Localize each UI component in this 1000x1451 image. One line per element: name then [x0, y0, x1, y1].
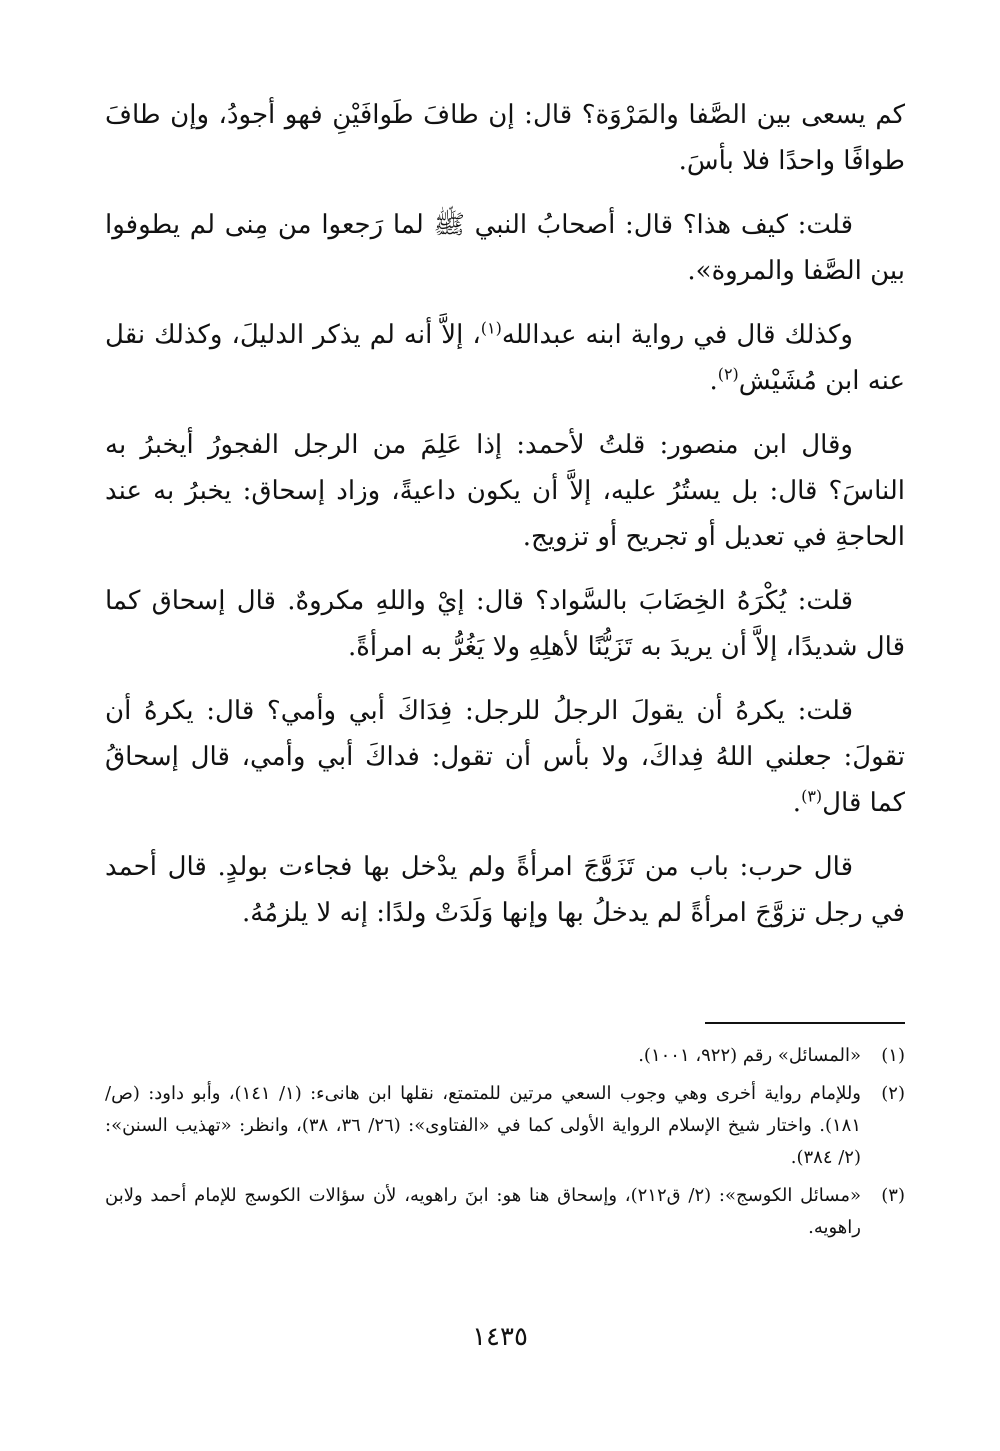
footnote-2 [105, 1078, 905, 1174]
page-number: ١٤٣٥ [472, 1322, 528, 1352]
paragraph-1: كم يسعى بين الصَّفا والمَرْوَة؟ قال: إن طافَ طَوافَيْنِ فهو أجودُ، وإن طافَ طوافًا واحدًا فلا بأسَ. [105, 100, 905, 176]
paragraph-3-text-c: . [709, 366, 718, 396]
paragraph-3-text-a: وكذلك قال في رواية ابنه عبدالله [501, 320, 853, 350]
footnote-number: (١) [881, 1045, 905, 1066]
footnote-marker-3: (٣) [801, 786, 823, 806]
footnote-number: (٢) [881, 1083, 905, 1104]
footnote-marker-1: (١) [480, 318, 502, 338]
paragraph-4: وقال ابن منصور: قلتُ لأحمد: إذا عَلِمَ من الرجل الفجورُ أيخبرُ به الناسَ؟ قال: بل يستُرُ عليه، إلاَّ أن يكون داعيةً، وزاد إسحاق: يخبرُ به عند الحاجةِ في تعديل أو تجريح أو تزويج. [105, 430, 905, 552]
paragraph-7: قال حرب: باب من تَزَوَّجَ امرأةً ولم يدْخل بها فجاءت بولدٍ. قال أحمد في رجل تزوَّجَ امرأةً لم يدخلُ بها وإنها وَلَدَتْ ولدًا: إنه لا يلزمُهُ. [105, 852, 905, 928]
footnote-text: «مسائل الكوسج»: (٢/ ق٢١٢)، وإسحاق هنا هو: ابنَ راهويه، لأن سؤالات الكوسج للإمام أحمد ولابن راهويه. [105, 1185, 861, 1238]
paragraph-3-text-b: ، إلاَّ أنه لم يذكر الدليلَ، وكذلك نقل عنه ابن مُشَيْش [105, 320, 905, 396]
main-text [105, 92, 905, 954]
footnote-text: وللإمام رواية أخرى وهي وجوب السعي مرتين للمتمتع، نقلها ابن هانىء: (١/ ١٤١)، وأبو داود: (ص/ ١٨١). واختار شيخ الإسلام الرواية الأولى كما في «الفتاوى»: (٢٦/ ٣٦، ٣٨)، وانظر: «تهذيب السنن»: (٢/ ٣٨٤). [105, 1083, 862, 1168]
footnote-text: «المسائل» رقم (٩٢٢، ١٠٠١). [638, 1045, 861, 1066]
paragraph-5: قلت: يُكْرَهُ الخِضَابَ بالسَّواد؟ قال: إيْ واللهِ مكروهٌ. قال إسحاق كما قال شديدًا، إلاَّ أن يريدَ به تَزَيُّنًا لأهلِهِ ولا يَغُرُّ به امرأةً. [105, 586, 905, 662]
paragraph-2: قلت: كيف هذا؟ قال: أصحابُ النبي ﷺ لما رَجعوا من مِنى لم يطوفوا بين الصَّفا والمروة». [105, 210, 905, 286]
paragraph-6-text-b: . [792, 788, 802, 818]
footnote-number: (٣) [881, 1185, 905, 1206]
paragraph-3 [105, 312, 905, 404]
footnote-divider [705, 1022, 905, 1024]
footnote-1 [105, 1040, 905, 1072]
footnote-marker-2: (٢) [717, 364, 739, 384]
paragraph-6 [105, 688, 905, 826]
paragraph-6-text-a: قلت: يكرهُ أن يقولَ الرجلُ للرجل: فِدَاكَ أبي وأمي؟ قال: يكرهُ أن تقولَ: جعلني اللهُ فِداكَ، ولا بأس أن تقول: فداكَ أبي وأمي، قال إسحاقُ كما قال [105, 696, 905, 818]
footnote-3 [105, 1180, 905, 1244]
footnotes [105, 1040, 905, 1250]
